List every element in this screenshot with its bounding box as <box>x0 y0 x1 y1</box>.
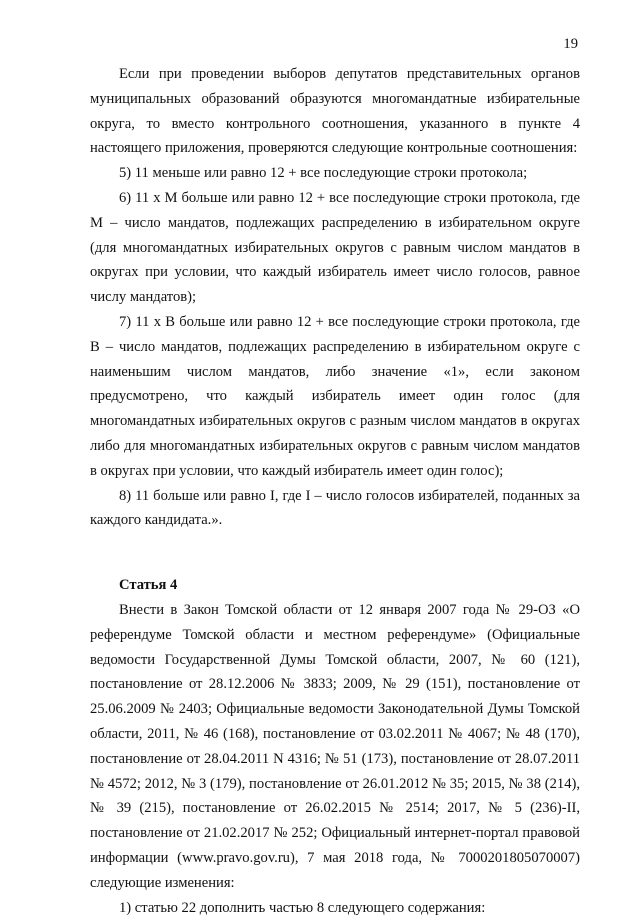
paragraph-item-6: 6) 11 х М больше или равно 12 + все последующие строки протокола, где М – число мандатов, подлежащих распределению в избирательном округе (для многомандатных избирательных округов с равным числом мандатов в округах при условии, что каждый избиратель имеет число голосов, равное числу мандатов); <box>90 186 580 310</box>
page-number: 19 <box>563 36 578 53</box>
paragraph-intro: Если при проведении выборов депутатов представительных органов муниципальных образований образуются многомандатные избирательные округа, то вместо контрольного соотношения, указанного в пункте 4 настоящего приложения, проверяются следующие контрольные соотношения: <box>90 62 580 161</box>
paragraph-amendment: Внести в Закон Томской области от 12 января 2007 года № 29-ОЗ «О референдуме Томской области и местном референдуме» (Официальные ведомости Государственной Думы Томской области, 2007, № 60 (121), постановление от 28.12.2006 № 3833; 2009, № 29 (151), постановление от 25.06.2009 № 2403; Официальные ведомости Законодательной Думы Томской области, 2011, № 46 (168), постановление от 03.02.2011 № 4067; № 48 (170), постановление от 28.04.2011 N 4316; № 51 (173), постановление от 28.07.2011 № 4572; 2012, № 3 (179), постановление от 26.01.2012 № 35; 2015, № 38 (214), № 39 (215), постановление от 26.02.2015 № 2514; 2017, № 5 (236)-II, постановление от 21.02.2017 № 252; Официальный интернет-портал правовой информации (www.pravo.gov.ru), 7 мая 2018 года, № 7000201805070007) следующие изменения: <box>90 598 580 896</box>
paragraph-item-7: 7) 11 х В больше или равно 12 + все последующие строки протокола, где В – число мандатов, подлежащих распределению в избирательном округе с наименьшим числом мандатов, либо значение «1», если законом предусмотрено, что каждый избиратель имеет один голос (для многомандатных избирательных округов с разным числом мандатов в округах либо для многомандатных избирательных округов с равным числом мандатов в округах при условии, что каждый избиратель имеет один голос); <box>90 310 580 484</box>
article-heading: Статья 4 <box>90 573 580 598</box>
paragraph-item-1: 1) статью 22 дополнить частью 8 следующего содержания: <box>90 896 580 920</box>
paragraph-item-5: 5) 11 меньше или равно 12 + все последующие строки протокола; <box>90 161 580 186</box>
paragraph-item-8: 8) 11 больше или равно I, где I – число голосов избирателей, поданных за каждого кандидата.». <box>90 484 580 534</box>
document-body <box>90 62 580 920</box>
